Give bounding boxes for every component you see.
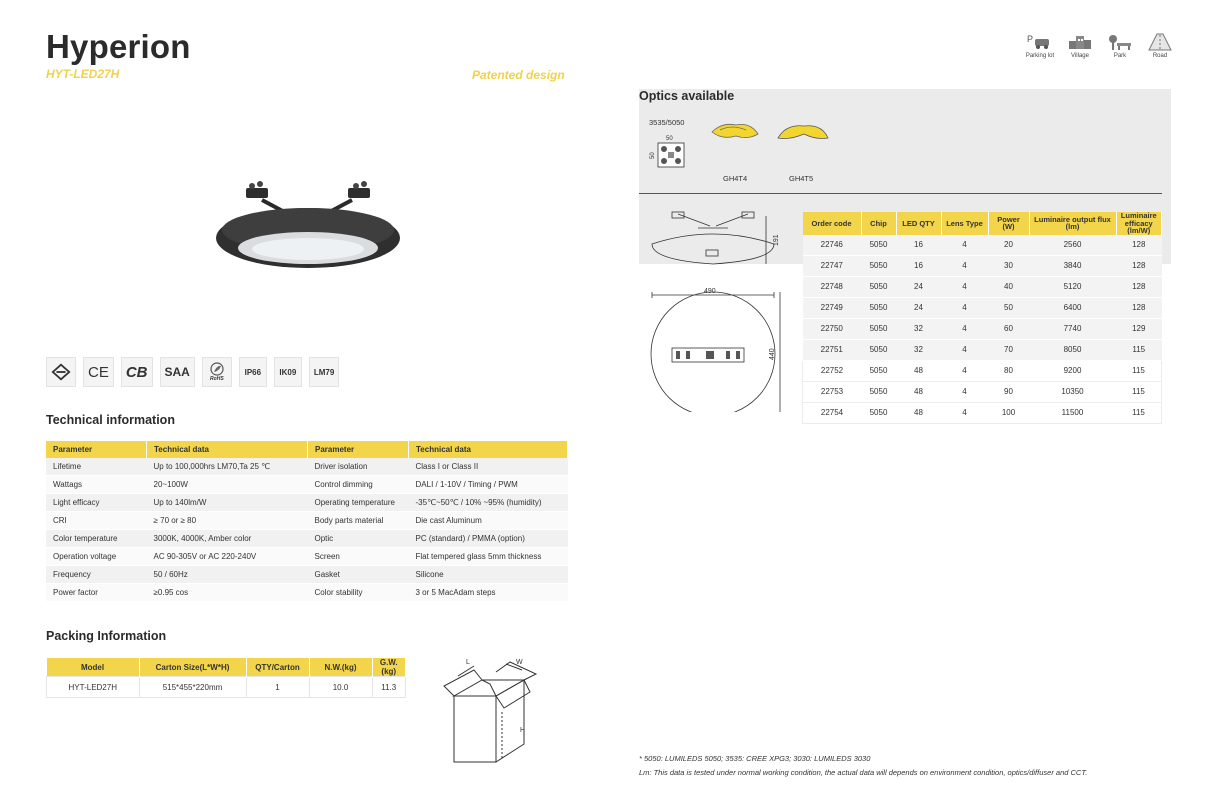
table-row: [46, 530, 568, 548]
table-cell: Up to 100,000hrs LM70,Ta 25 ℃: [147, 458, 308, 476]
table-cell: 5050: [861, 381, 896, 402]
table-cell: PC (standard) / PMMA (option): [409, 530, 568, 548]
ip-rating: IP66: [239, 357, 267, 387]
table-cell: 90: [988, 381, 1029, 402]
table-cell: 22752: [803, 360, 862, 381]
table-cell: 5120: [1029, 276, 1116, 297]
table-cell: 30: [988, 255, 1029, 276]
table-cell: Operation voltage: [46, 548, 147, 566]
table-row: [803, 235, 1162, 256]
lens-gh4t5-diagram: [776, 120, 830, 144]
table-cell: 4: [941, 339, 988, 360]
table-cell: 4: [941, 381, 988, 402]
table-cell: 5050: [861, 339, 896, 360]
width-dimension: 490: [704, 288, 716, 295]
village-icon: [1067, 33, 1093, 51]
table-cell: 128: [1116, 297, 1162, 318]
table-cell: 4: [941, 360, 988, 381]
table-cell: 22751: [803, 339, 862, 360]
table-row: [46, 566, 568, 584]
table-cell: 4: [941, 235, 988, 256]
table-cell: Class I or Class II: [409, 458, 568, 476]
application-label: Parking lot: [1025, 53, 1055, 59]
table-cell: 4: [941, 402, 988, 423]
table-cell: ≥ 70 or ≥ 80: [147, 512, 308, 530]
column-header: QTY/Carton: [246, 658, 309, 677]
table-cell: 11500: [1029, 402, 1116, 423]
table-cell: Light efficacy: [46, 494, 147, 512]
column-header: Carton Size(L*W*H): [139, 658, 246, 677]
application-village: [1065, 33, 1095, 59]
table-cell: 50 / 60Hz: [147, 566, 308, 584]
application-label: Road: [1152, 53, 1168, 59]
table-cell: Driver isolation: [308, 458, 409, 476]
table-cell: 4: [941, 276, 988, 297]
rohs-leaf-icon: [209, 362, 225, 376]
park-icon: [1107, 33, 1133, 51]
column-header: Power (W): [988, 212, 1029, 235]
table-cell: 22748: [803, 276, 862, 297]
table-cell: 20~100W: [147, 476, 308, 494]
module-height-label: 50: [650, 152, 656, 159]
rohs-mark: [202, 357, 232, 387]
table-row: [803, 402, 1162, 423]
table-cell: 10.0: [309, 677, 372, 698]
optics-chip: 3535/5050: [649, 118, 685, 127]
lens-label: GH4T5: [789, 174, 814, 183]
carton-width-label: W: [516, 659, 523, 666]
table-cell: 129: [1116, 318, 1162, 339]
table-cell: 5050: [861, 297, 896, 318]
table-cell: Color stability: [308, 584, 409, 602]
table-header-row: [47, 658, 406, 677]
technical-heading: Technical information: [46, 413, 175, 427]
table-cell: 10350: [1029, 381, 1116, 402]
table-row: [803, 381, 1162, 402]
table-row: [46, 584, 568, 602]
table-header-row: [46, 441, 568, 458]
table-cell: 48: [896, 402, 941, 423]
application-park: [1105, 33, 1135, 59]
table-cell: 7740: [1029, 318, 1116, 339]
table-cell: 115: [1116, 402, 1162, 423]
table-cell: -35℃~50℃ / 10% ~95% (humidity): [409, 494, 568, 512]
table-cell: ≥0.95 cos: [147, 584, 308, 602]
table-cell: 60: [988, 318, 1029, 339]
table-cell: 16: [896, 255, 941, 276]
application-parking: [1025, 33, 1055, 59]
table-cell: 515*455*220mm: [139, 677, 246, 698]
table-row: [803, 255, 1162, 276]
lm-rating: LM79: [309, 357, 339, 387]
packing-heading: Packing Information: [46, 629, 167, 643]
table-cell: 4: [941, 255, 988, 276]
table-cell: CRI: [46, 512, 147, 530]
parking-lot-icon: [1027, 33, 1053, 51]
table-cell: 1: [246, 677, 309, 698]
table-cell: Body parts material: [308, 512, 409, 530]
table-row: [46, 512, 568, 530]
column-header: Technical data: [409, 441, 568, 458]
table-header-row: [803, 212, 1162, 235]
column-header: Technical data: [147, 441, 308, 458]
table-cell: Power factor: [46, 584, 147, 602]
technical-table: [46, 441, 568, 602]
lens-gh4t4-diagram: [710, 120, 760, 142]
column-header: Chip: [861, 212, 896, 235]
table-cell: 32: [896, 339, 941, 360]
footnote-chips: * 5050: LUMILEDS 5050; 3535: CREE XPG3; 3030: LUMILEDS 3030: [639, 754, 871, 763]
table-row: [803, 318, 1162, 339]
saa-mark: SAA: [160, 357, 195, 387]
table-cell: 22753: [803, 381, 862, 402]
patent-label: Patented design: [472, 68, 565, 82]
table-cell: AC 90-305V or AC 220-240V: [147, 548, 308, 566]
table-cell: 6400: [1029, 297, 1116, 318]
table-cell: DALI / 1-10V / Timing / PWM: [409, 476, 568, 494]
certification-marks: [46, 357, 339, 387]
table-cell: 4: [941, 318, 988, 339]
column-header: Parameter: [46, 441, 147, 458]
table-cell: Color temperature: [46, 530, 147, 548]
table-cell: 50: [988, 297, 1029, 318]
product-model: HYT-LED27H: [46, 67, 120, 81]
order-table: [802, 212, 1162, 424]
table-row: [46, 548, 568, 566]
column-header: G.W.(kg): [372, 658, 406, 677]
column-header: Parameter: [308, 441, 409, 458]
lens-label: GH4T4: [723, 174, 748, 183]
table-cell: 115: [1116, 339, 1162, 360]
table-cell: Up to 140lm/W: [147, 494, 308, 512]
table-row: [803, 276, 1162, 297]
depth-dimension: 440: [769, 348, 776, 360]
column-header: Model: [47, 658, 140, 677]
table-cell: 22749: [803, 297, 862, 318]
table-cell: 20: [988, 235, 1029, 256]
table-cell: 24: [896, 297, 941, 318]
ce-mark: CE: [83, 357, 114, 387]
table-cell: 32: [896, 318, 941, 339]
table-cell: 3000K, 4000K, Amber color: [147, 530, 308, 548]
carton-length-label: L: [466, 659, 470, 666]
table-cell: Die cast Aluminum: [409, 512, 568, 530]
table-cell: Silicone: [409, 566, 568, 584]
table-cell: 2560: [1029, 235, 1116, 256]
optics-heading: Optics available: [639, 89, 735, 103]
table-cell: 3840: [1029, 255, 1116, 276]
packing-table: [46, 658, 406, 698]
svg-text:P: P: [1027, 34, 1034, 44]
table-row: [46, 476, 568, 494]
application-icons: [1025, 33, 1175, 59]
table-row: [47, 677, 406, 698]
table-row: [46, 458, 568, 476]
table-cell: 22754: [803, 402, 862, 423]
divider: [639, 193, 1162, 194]
table-cell: 100: [988, 402, 1029, 423]
column-header: Order code: [803, 212, 862, 235]
table-cell: Screen: [308, 548, 409, 566]
column-header: N.W.(kg): [309, 658, 372, 677]
table-cell: 9200: [1029, 360, 1116, 381]
table-cell: 115: [1116, 360, 1162, 381]
table-cell: 5050: [861, 255, 896, 276]
application-label: Park: [1113, 53, 1127, 59]
table-cell: Flat tempered glass 5mm thickness: [409, 548, 568, 566]
table-cell: 80: [988, 360, 1029, 381]
table-cell: Gasket: [308, 566, 409, 584]
column-header: Lens Type: [941, 212, 988, 235]
product-image: [212, 176, 404, 272]
table-cell: 24: [896, 276, 941, 297]
carton-height-label: H: [520, 727, 526, 734]
order-rows: [803, 235, 1162, 424]
table-cell: 48: [896, 381, 941, 402]
table-cell: 128: [1116, 255, 1162, 276]
table-row: [46, 494, 568, 512]
dimension-drawing: [648, 206, 788, 412]
table-cell: 128: [1116, 235, 1162, 256]
column-header: Luminaire efficacy (lm/W): [1116, 212, 1162, 235]
packing-rows: [47, 677, 406, 698]
table-row: [803, 297, 1162, 318]
column-header: LED QTY: [896, 212, 941, 235]
table-row: [803, 339, 1162, 360]
table-cell: 3 or 5 MacAdam steps: [409, 584, 568, 602]
height-dimension: 191: [773, 234, 780, 246]
product-title: Hyperion: [46, 28, 191, 65]
table-cell: Frequency: [46, 566, 147, 584]
table-cell: HYT-LED27H: [47, 677, 140, 698]
table-cell: Control dimming: [308, 476, 409, 494]
module-width-label: 50: [666, 136, 673, 142]
table-cell: 8050: [1029, 339, 1116, 360]
table-cell: 40: [988, 276, 1029, 297]
application-road: [1145, 33, 1175, 59]
cb-mark: CB: [121, 357, 153, 387]
table-cell: 22746: [803, 235, 862, 256]
table-cell: 5050: [861, 402, 896, 423]
table-cell: 5050: [861, 360, 896, 381]
table-cell: 22747: [803, 255, 862, 276]
carton-diagram: [440, 652, 540, 768]
table-cell: 11.3: [372, 677, 406, 698]
table-cell: 5050: [861, 235, 896, 256]
application-label: Village: [1071, 53, 1089, 59]
etl-mark-icon: [46, 357, 76, 387]
table-cell: 48: [896, 360, 941, 381]
table-cell: Operating temperature: [308, 494, 409, 512]
table-cell: 115: [1116, 381, 1162, 402]
footnote-lumen: Lm: This data is tested under normal working condition, the actual data will depends on environment condition, optics/diffuser and CCT.: [639, 768, 1088, 777]
table-cell: 128: [1116, 276, 1162, 297]
table-cell: 16: [896, 235, 941, 256]
led-module-diagram: [648, 132, 688, 170]
ik-rating: IK09: [274, 357, 302, 387]
table-row: [803, 360, 1162, 381]
table-cell: 22750: [803, 318, 862, 339]
road-icon: [1147, 33, 1173, 51]
table-cell: 5050: [861, 318, 896, 339]
table-cell: 70: [988, 339, 1029, 360]
table-cell: Optic: [308, 530, 409, 548]
table-cell: 4: [941, 297, 988, 318]
table-cell: 5050: [861, 276, 896, 297]
technical-rows: [46, 458, 568, 602]
table-cell: Lifetime: [46, 458, 147, 476]
table-cell: Wattags: [46, 476, 147, 494]
column-header: Luminaire output flux (lm): [1029, 212, 1116, 235]
rohs-label: RoHS: [210, 376, 224, 382]
